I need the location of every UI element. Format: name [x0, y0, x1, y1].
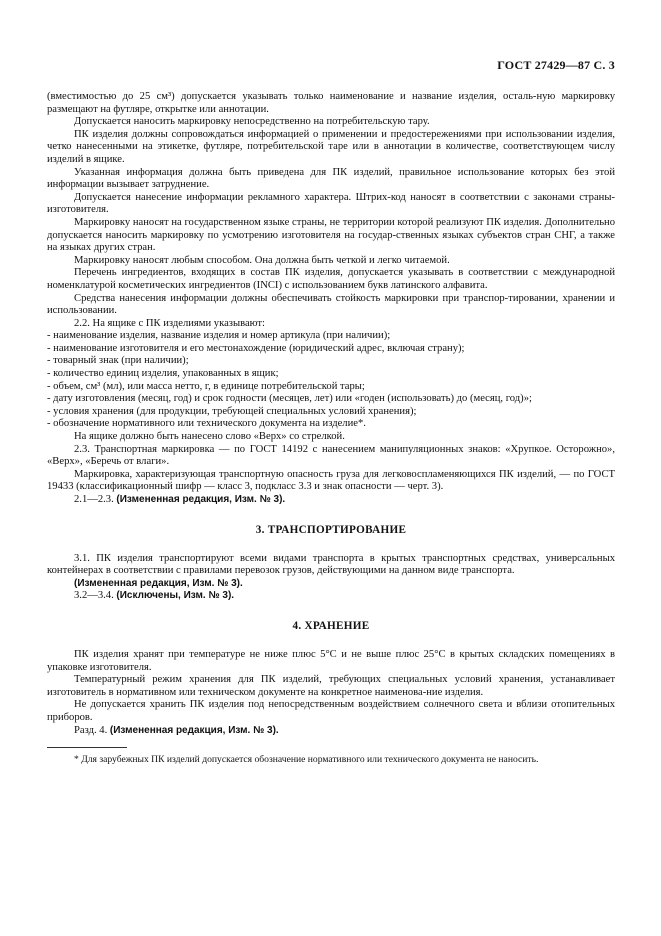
paragraph: Указанная информация должна быть приведена для ПК изделий, правильное использование которых без этой информации вызывает затруднение.	[47, 166, 615, 191]
list-item: - дату изготовления (месяц, год) и срок годности (месяцев, лет) или «годен (использовать) до (месяц, год)»;	[47, 393, 532, 405]
paragraph: Допускается наносить маркировку непосредственно на потребительскую тару.	[74, 116, 430, 128]
paragraph: Средства нанесения информации должны обеспечивать стойкость маркировки при транспор-тировании, хранении и использовании.	[47, 292, 615, 317]
list-item: - количество единиц изделия, упакованных в ящик;	[47, 368, 279, 380]
edition-label: Разд. 4.	[74, 724, 108, 736]
paragraph: Температурный режим хранения для ПК изделий, требующих специальных условий хранения, устанавливает изготовитель в нормативном или техническом документе на конкретное наименова-ние изделия.	[47, 674, 615, 698]
edition-label: 2.1—2.3.	[74, 494, 114, 505]
paragraph: На ящике должно быть нанесено слово «Верх» со стрелкой.	[74, 431, 345, 443]
section-title-storage: 4. ХРАНЕНИЕ	[292, 619, 370, 632]
paragraph: Маркировка, характеризующая транспортную опасность груза для легковоспламеняющихся ПК изделий, — по ГОСТ 19433 (классификационный шифр — класс 3, подкласс 3.3 и знак опасности — черт. 3).	[47, 468, 615, 493]
paragraph: Маркировку наносят на государственном языке страны, не территории которой реализуют ПК изделия. Дополнительно допускается наносить маркировку по усмотрению изготовителя на государ-ственных языках субъектов стран СНГ, а также на языках других стран.	[47, 216, 615, 254]
list-item: - наименование изготовителя и его местонахождение (юридический адрес, включая страну);	[47, 342, 465, 354]
list-item: - объем, см³ (мл), или масса нетто, г, в единице потребительской тары;	[47, 380, 365, 392]
page-header: ГОСТ 27429—87 С. 3	[497, 58, 615, 72]
edition-note	[47, 725, 615, 738]
edition-note	[47, 590, 615, 603]
footnote: * Для зарубежных ПК изделий допускается обозначение нормативного или технического документа не наносить.	[74, 754, 539, 766]
clause-2-3: 2.3. Транспортная маркировка — по ГОСТ 14192 с нанесением манипуляционных знаков: «Хрупкое. Осторожно», «Верх», «Беречь от влаги».	[47, 443, 615, 468]
section-title-transport: 3. ТРАНСПОРТИРОВАНИЕ	[255, 523, 407, 536]
list-item: - условия хранения (для продукции, требующей специальных условий хранения);	[47, 405, 417, 417]
list-item: - товарный знак (при наличии);	[47, 355, 189, 367]
clause-2-2: 2.2. На ящике с ПК изделиями указывают:	[74, 317, 265, 329]
paragraph: ПК изделия хранят при температуре не ниже плюс 5°С и не выше плюс 25°С в крытых складских помещениях в упаковке изготовителя.	[47, 648, 615, 673]
document-page	[47, 58, 615, 766]
list-item: - наименование изделия, название изделия и номер артикула (при наличии);	[47, 330, 391, 342]
paragraph: Перечень ингредиентов, входящих в состав ПК изделия, допускается указывать в соответствии с международной номенклатурой косметических ингредиентов (INCI) с использованием букв латинского алфавита.	[47, 267, 615, 291]
edition-text: (Исключены, Изм. № 3).	[116, 590, 235, 602]
edition-text: (Измененная редакция, Изм. № 3).	[116, 494, 286, 505]
edition-note	[47, 578, 615, 591]
paragraph: Не допускается хранить ПК изделия под непосредственным воздействием солнечного света и вблизи отопительных приборов.	[47, 699, 615, 723]
edition-label: 3.2—3.4.	[74, 590, 114, 602]
clause-3-1: 3.1. ПК изделия транспортируют всеми видами транспорта в крытых транспортных средствах, универсальных контейнерах в соответствии с правилами перевозок грузов, действующими на данном виде транспорта.	[47, 552, 615, 577]
edition-text: (Измененная редакция, Изм. № 3).	[109, 724, 279, 736]
paragraph: Допускается нанесение информации рекламного характера. Штрих-код наносят в соответствии с законами страны-изготовителя.	[47, 191, 615, 216]
footnote-divider	[47, 747, 127, 748]
list-item: - обозначение нормативного или технического документа на изделие*.	[47, 418, 366, 430]
edition-note	[47, 494, 615, 507]
paragraph: Маркировку наносят любым способом. Она должна быть четкой и легко читаемой.	[74, 254, 450, 266]
paragraph: (вместимостью до 25 см³) допускается указывать только наименование и название изделия, осталь-ную маркировку размещают на футляре, открытке или аннотации.	[47, 91, 615, 115]
paragraph: ПК изделия должны сопровождаться информацией о применении и предостережениями при использовании изделия, четко нанесенными на этикетке, футляре, потребительской таре или в аннотации в количестве, соответствующем числу изделий в ящике.	[47, 128, 615, 165]
edition-text: (Измененная редакция, Изм. № 3).	[74, 577, 243, 589]
